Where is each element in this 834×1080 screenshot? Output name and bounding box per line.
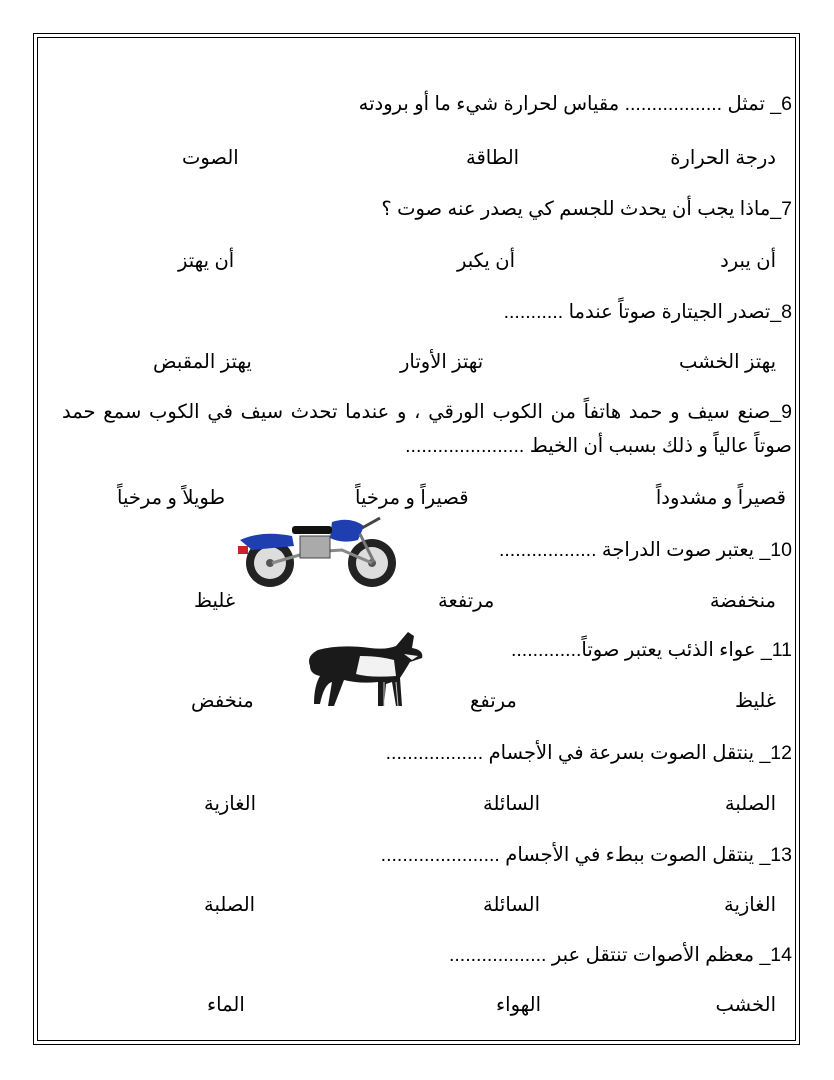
question-8: 8_تصدر الجيتارة صوتاً عندما ........... — [503, 301, 792, 323]
q10-option-2: مرتفعة — [438, 590, 495, 612]
q8-option-1: يهتز الخشب — [679, 351, 776, 373]
q10-option-3: غليظ — [194, 590, 236, 612]
q13-option-3: الصلبة — [204, 894, 256, 916]
question-9: 9_صنع سيف و حمد هاتفاً من الكوب الورقي ، و عندما تحدث سيف في الكوب سمع حمد صوتاً عالياً و ذلك بسبب أن الخيط ...................... — [62, 401, 792, 457]
question-13: 13_ ينتقل الصوت ببطء في الأجسام ...................... — [380, 844, 792, 866]
q12-option-1: الصلبة — [724, 793, 776, 815]
q12-option-3: الغازية — [204, 793, 257, 815]
q7-option-2: أن يكبر — [457, 250, 515, 272]
q9-option-3: طويلاً و مرخياً — [117, 487, 225, 509]
question-12: 12_ ينتقل الصوت بسرعة في الأجسام .................. — [385, 742, 792, 764]
q11-option-2: مرتفع — [470, 690, 517, 712]
q8-option-2: تهتز الأوتار — [400, 351, 484, 373]
q6-option-1: درجة الحرارة — [670, 147, 776, 169]
q11-option-3: منخفض — [191, 690, 254, 712]
q13-option-2: السائلة — [483, 894, 541, 916]
q7-option-3: أن يهتز — [178, 250, 235, 272]
question-11: 11_ عواء الذئب يعتبر صوتاً............. — [510, 639, 792, 661]
q12-option-2: السائلة — [483, 793, 541, 815]
q8-option-3: يهتز المقبض — [153, 351, 252, 373]
q9-option-1: قصيراً و مشدوداً — [655, 487, 786, 509]
q14-option-1: الخشب — [715, 994, 776, 1016]
q6-option-3: الصوت — [182, 147, 239, 169]
q11-option-1: غليظ — [734, 690, 776, 712]
q9-option-2: قصيراً و مرخياً — [355, 487, 469, 509]
wolf-image — [300, 626, 436, 710]
question-10: 10_ يعتبر صوت الدراجة .................. — [498, 539, 792, 561]
question-7: 7_ماذا يجب أن يحدث للجسم كي يصدر عنه صوت ؟ — [381, 198, 792, 220]
q14-option-3: الماء — [207, 994, 245, 1016]
q7-option-1: أن يبرد — [720, 250, 776, 272]
q6-option-2: الطاقة — [466, 147, 520, 169]
q14-option-2: الهواء — [496, 994, 542, 1016]
question-14: 14_ معظم الأصوات تنتقل عبر .................. — [448, 944, 792, 966]
q13-option-1: الغازية — [723, 894, 776, 916]
motorcycle-image — [232, 510, 406, 590]
q10-option-1: منخفضة — [709, 590, 776, 612]
question-6: 6_ تمثل .................. مقياس لحرارة شيء ما أو برودته — [358, 93, 792, 115]
